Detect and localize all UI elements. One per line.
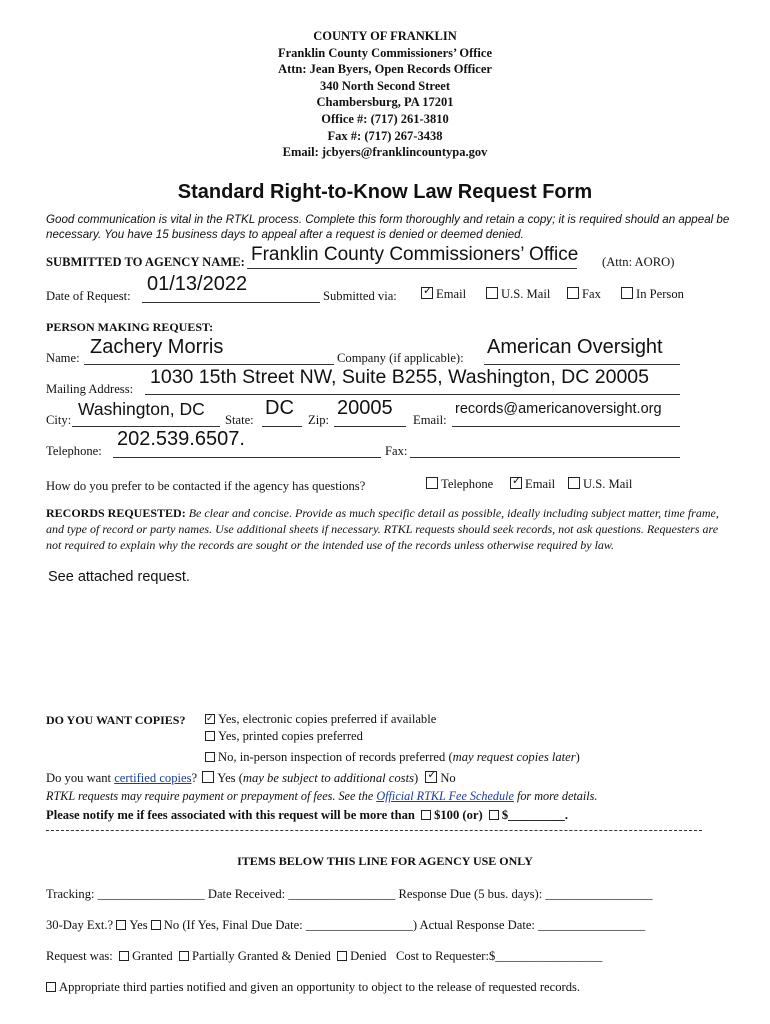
date-field[interactable]: 01/13/2022 [147, 273, 248, 295]
date-underline [142, 302, 320, 303]
requester-section-label: PERSON MAKING REQUEST: [46, 320, 214, 334]
contact-mail-checkbox[interactable] [568, 477, 580, 489]
state-field[interactable]: DC [265, 397, 294, 419]
check-icon: ✓ [512, 474, 522, 487]
extension-yes-label: Yes [129, 918, 148, 932]
header-line: COUNTY OF FRANKLIN [313, 29, 457, 43]
email-label: Email: [413, 413, 447, 427]
phone-underline [113, 457, 381, 458]
contact-email-option[interactable] [510, 474, 556, 492]
contact-pref-question: How do you prefer to be contacted if the agency has questions? [46, 479, 366, 493]
via-email-checkbox[interactable] [421, 284, 433, 299]
via-mail-option[interactable] [486, 287, 550, 302]
fee-other-amount[interactable]: $_________. [501, 808, 568, 822]
agency-underline [247, 268, 577, 269]
partially-granted-checkbox[interactable] [179, 951, 189, 961]
denied-checkbox[interactable] [337, 951, 347, 961]
name-underline [84, 364, 334, 365]
via-mail-label: U.S. Mail [501, 287, 551, 301]
third-party-checkbox[interactable] [46, 982, 56, 992]
company-label: Company (if applicable): [337, 351, 464, 365]
records-label: RECORDS REQUESTED: [46, 506, 186, 520]
email-underline [452, 426, 680, 427]
via-fax-label: Fax [582, 287, 601, 301]
agency-use-divider [46, 830, 702, 831]
extension-row [46, 918, 645, 933]
header-line: Email: jcbyers@franklincountypa.gov [282, 145, 488, 160]
header-line: Franklin County Commissioners’ Office [278, 45, 492, 60]
copies-label: DO YOU WANT COPIES? [46, 713, 186, 727]
fees-note-end: for more details. [513, 789, 598, 803]
check-icon: ✓ [427, 768, 437, 781]
name-label: Name: [46, 351, 80, 365]
records-field[interactable]: See attached request. [48, 569, 190, 585]
partially-granted-label: Partially Granted & Denied [191, 949, 331, 963]
agency-label: SUBMITTED TO AGENCY NAME: [46, 255, 245, 269]
header-line: Attn: Jean Byers, Open Records Officer [278, 62, 492, 77]
certified-yes-label: Yes ( [217, 771, 243, 785]
certified-prefix: Do you want [46, 771, 115, 785]
agency-use-heading: ITEMS BELOW THIS LINE FOR AGENCY USE ONLY [237, 854, 533, 868]
fee-notify-text: Please notify me if fees associated with this request will be more than [46, 808, 415, 822]
via-in-person-checkbox[interactable] [621, 287, 633, 299]
check-icon: ✓ [423, 284, 433, 297]
via-in-person-label: In Person [636, 287, 684, 301]
certified-yes-note: may be subject to additional costs [242, 771, 414, 785]
tracking-row: Tracking: _________________ Date Received: _________________ Response Due (5 bus. days): _________________ [46, 887, 653, 901]
certified-copies-link[interactable]: certified copies [114, 771, 192, 785]
extension-label: 30-Day Ext.? [46, 918, 114, 932]
contact-mail-option[interactable] [568, 477, 632, 492]
records-instructions [46, 505, 736, 553]
copies-inspection-option[interactable] [205, 750, 580, 765]
contact-mail-label: U.S. Mail [583, 477, 633, 491]
check-icon: ✓ [206, 714, 214, 724]
via-email-label: Email [436, 287, 467, 301]
zip-label: Zip: [308, 413, 329, 427]
records-instructions-text: Be clear and concise. Provide as much specific detail as possible, ideally including subject matter, time frame, and type of record or party names. Use additional sheets if necessary. RTKL requests should seek records, not ask questions. Requesters are not required to explain why the records are sought or the intended use of the records unless otherwise required by law. [46, 506, 719, 552]
certified-question-mark: ? [191, 771, 198, 785]
via-email-option[interactable] [421, 284, 467, 302]
zip-field[interactable]: 20005 [337, 397, 393, 419]
extension-no-checkbox[interactable] [151, 920, 161, 930]
contact-telephone-option[interactable] [426, 477, 493, 492]
state-label: State: [225, 413, 254, 427]
agency-header [0, 28, 770, 161]
intro-text: Good communication is vital in the RTKL process. Complete this form thoroughly and retain a copy; it is required should an appeal be necessary. You have 15 business days to appeal after a request is denied or deemed denied. [46, 213, 730, 241]
certified-yes-checkbox[interactable] [202, 771, 214, 783]
certified-no-label: No [440, 771, 456, 785]
granted-checkbox[interactable] [119, 951, 129, 961]
city-field[interactable]: Washington, DC [78, 399, 205, 419]
form-title: Standard Right-to-Know Law Request Form [177, 181, 593, 203]
via-fax-checkbox[interactable] [567, 287, 579, 299]
address-field[interactable]: 1030 15th Street NW, Suite B255, Washington, DC 20005 [150, 366, 649, 388]
attn-label: (Attn: AORO) [602, 255, 675, 269]
copies-electronic-checkbox[interactable] [205, 714, 215, 724]
request-status-row [46, 949, 602, 964]
fee-100-checkbox[interactable] [421, 810, 431, 820]
fee-schedule-link[interactable]: Official RTKL Fee Schedule [376, 789, 514, 803]
email-field[interactable]: records@americanoversight.org [455, 401, 662, 417]
copies-printed-checkbox[interactable] [205, 731, 215, 741]
copies-electronic-label: Yes, electronic copies preferred if available [218, 712, 437, 726]
contact-telephone-label: Telephone [441, 477, 494, 491]
address-label: Mailing Address: [46, 382, 134, 396]
name-field[interactable]: Zachery Morris [90, 336, 224, 358]
company-underline [484, 364, 680, 365]
phone-label: Telephone: [46, 444, 102, 458]
copies-inspection-label: No, in-person inspection of records preferred ( [218, 750, 453, 764]
header-line: 340 North Second Street [320, 78, 450, 93]
address-underline [145, 394, 680, 395]
submitted-via-label: Submitted via: [323, 289, 397, 303]
copies-printed-option[interactable] [205, 729, 363, 744]
city-underline [72, 426, 220, 427]
header-line: Office #: (717) 261-3810 [321, 111, 449, 126]
granted-label: Granted [132, 949, 173, 963]
copies-inspection-checkbox[interactable] [205, 752, 215, 762]
zip-underline [334, 426, 406, 427]
via-mail-checkbox[interactable] [486, 287, 498, 299]
extension-yes-checkbox[interactable] [116, 920, 126, 930]
fee-other-checkbox[interactable] [489, 810, 499, 820]
via-in-person-option[interactable] [621, 287, 684, 302]
via-fax-option[interactable] [567, 287, 601, 302]
fax-label: Fax: [385, 444, 408, 458]
denied-label: Denied [350, 949, 387, 963]
contact-email-label: Email [525, 477, 556, 491]
request-status-label: Request was: [46, 949, 113, 963]
phone-field[interactable]: 202.539.6507. [117, 428, 245, 450]
copies-printed-label: Yes, printed copies preferred [218, 729, 363, 743]
fax-underline [410, 457, 680, 458]
date-label: Date of Request: [46, 289, 131, 303]
certified-no-checkbox[interactable] [425, 768, 437, 783]
fees-note-text: RTKL requests may require payment or prepayment of fees. See the [46, 789, 377, 803]
extension-no-label: No (If Yes, Final Due Date: _________________) Actual Response Date: _________________ [163, 918, 646, 932]
header-line: Fax #: (717) 267-3438 [327, 128, 443, 143]
third-party-row [46, 980, 580, 995]
fees-note [46, 789, 597, 804]
city-label: City: [46, 413, 72, 427]
fee-notify-row [46, 808, 568, 823]
certified-yes-close: ) [413, 771, 419, 785]
fee-100-label: $100 (or) [434, 808, 483, 822]
state-underline [262, 426, 302, 427]
copies-inspection-note: may request copies later [452, 750, 576, 764]
third-party-label: Appropriate third parties notified and given an opportunity to object to the release of requested records. [59, 980, 581, 994]
contact-telephone-checkbox[interactable] [426, 477, 438, 489]
copies-inspection-close: ) [575, 750, 580, 764]
cost-to-requester: Cost to Requester:$_________________ [395, 949, 603, 963]
certified-copies-row [46, 768, 456, 786]
contact-email-checkbox[interactable] [510, 474, 522, 489]
copies-electronic-option[interactable] [205, 712, 436, 727]
agency-field[interactable]: Franklin County Commissioners’ Office [251, 244, 579, 265]
header-line: Chambersburg, PA 17201 [316, 95, 454, 110]
company-field[interactable]: American Oversight [487, 336, 663, 358]
